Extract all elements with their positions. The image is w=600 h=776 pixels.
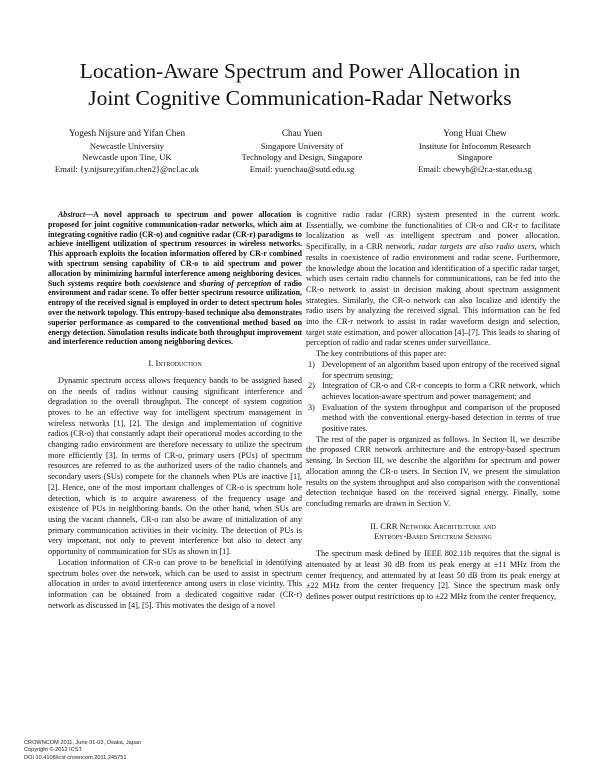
contribution-item	[308, 402, 560, 435]
author-i2r	[390, 128, 560, 175]
author-location: Singapore	[457, 152, 493, 162]
author-sutd	[213, 128, 391, 175]
author-affiliation: Newcastle University	[89, 140, 165, 151]
contribution-item	[308, 359, 560, 381]
author-affiliation: Singapore University of	[260, 140, 344, 151]
abstract	[48, 210, 302, 347]
author-name: Yong Huat Chew	[443, 128, 507, 138]
author-affiliation: Institute for Infocomm Research	[419, 140, 531, 151]
author-name: Yogesh Nijsure and Yifan Chen	[68, 128, 186, 138]
intro-continuation	[306, 210, 560, 349]
section-heading-line-2: Entropy-Based Spectrum Sensing	[374, 531, 492, 542]
author-email: Email: yuenchau@sutd.edu.sg	[249, 163, 355, 174]
intro-continuation-text-2: , which results in coexistence of radio environment and radar scene. Furthermore, the knowledge about the location and identification of a specific radar target, which uses certain radio channels for communications, can be fed into the CR-o network to assist in decision making about spectrum assignment strategies. Similarly, the CR-o network can also localize and identify the radio users by analyzing the received signal. This information can be fed into the CR-r network to assist in radar waveform design and selection, target state estimation, and power allocation [4]–[7]. This leads to sharing of perception of radio and radar scenes under surveillance.	[306, 242, 560, 348]
footer-doi: DOI 10.4108/icst.crowncom.2011.245751	[24, 754, 127, 761]
contributions-intro: The key contributions of this paper are:	[316, 349, 447, 359]
intro-paragraph: Dynamic spectrum access allows frequency bands to be assigned based on the needs of radios without causing significant interference and degradation to the overall throughput. The concept of system cognition proves to be an effective way for intelligent spectrum management in wireless networks [1], [2]. The design and implementation of cognitive radios (CR-o) that constantly adapt their operational modes according to the changing radio environment are therefore necessary to utilize the spectrum more efficiently [3]. In terms of CR-o, primary users (PUs) of spectrum resources are referred to as the authorized users of the radio channels and secondary users (SUs) compete for the channels when PUs are inactive [1], [2]. Hence, one of the most important challenges of CR-o is spectrum hole detection, which is to acquire awareness of the frequency usage and existence of PUs in neighboring bands. On the other hand, when SUs are using the vacant channels, CR-o can also be aware of initialization of any primary communication activities in their vicinity. The detection of PUs is very important, not only to prevent interference but also to detect any opportunity of communication for SUs as shown in [1].	[48, 375, 302, 557]
left-column	[48, 210, 302, 611]
abstract-text-3: of radio environment and radar scene. To offer better spectrum resource utilization, entropy of the received signal is employed in order to detect spectrum holes over the network topology. This entropy-based technique also demonstrates superior performance as compared to the conventional method based on energy detection. Simulation results indicate both throughput improvement and interference reduction among neighboring devices.	[48, 278, 302, 347]
intro-continuation-emphasis: radar targets are also radio users	[418, 242, 535, 252]
contribution-number: 2)	[308, 381, 315, 391]
contribution-number: 1)	[308, 359, 315, 369]
author-email: Email: {y.nijsure;yifan.chen2}@ncl.ac.uk	[54, 163, 200, 174]
contribution-item	[308, 381, 560, 402]
intro-continuation-text: cognitive radio radar (CRR) system presented in the current work. Essentially, we combine the functionalities of CR-o and CR-r to facilitate localization as well as intelligent spectrum and power allocation. Specifically, in a CRR network,	[306, 210, 560, 252]
section-heading-line-1: II. CRR Network Architecture and	[370, 520, 496, 531]
contributions-list	[306, 360, 560, 435]
section-heading-introduction: I. Introduction	[148, 358, 202, 369]
paper-title	[0, 58, 600, 112]
abstract-lead: Abstract	[58, 210, 86, 219]
architecture-paragraph: The spectrum mask defined by IEEE 802.11b requires that the signal is attenuated by at least 30 dB from its peak energy at ±11 MHz from the center frequency, and attenuated by at least 50 dB from its peak energy at ±22 MHz from the center frequency [2]. Since the spectrum mask only defines power output restrictions up to ±22 MHz from the center frequency,	[306, 549, 560, 601]
author-location: Technology and Design, Singapore	[241, 152, 363, 162]
abstract-emphasis-1: coexistence	[143, 278, 181, 288]
contribution-number: 3)	[308, 402, 315, 412]
author-name: Chau Yuen	[281, 128, 323, 138]
author-email: Email: chewyh@i2r.a-star.edu.sg	[418, 163, 532, 174]
footer-copyright: Copyright © 2012 ICST	[24, 747, 82, 754]
organization-paragraph: The rest of the paper is organized as follows. In Section II, we describe the proposed CRR network architecture and the entropy-based spectrum sensing. In Section III, we describe the algorithm for spectrum and power allocation among the CR-o users. In Section IV, we present the simulation results on the system throughput and also comparison with the conventional detection technique based on the received signal energy. Finally, some concluding remarks are drawn in Section V.	[306, 434, 560, 508]
section-heading-architecture	[306, 521, 560, 542]
contribution-text: Development of an algorithm based upon entropy of the received signal for spectrum sensing;	[322, 359, 560, 380]
author-location: Newcastle upon Tine, UK	[82, 152, 172, 162]
contribution-text: Evaluation of the system throughput and comparison of the proposed method with the conventional energy-based detection in terms of true positive rates.	[322, 402, 560, 434]
intro-paragraph: Location information of CR-o can prove to be beneficial in identifying spectrum holes over the network, which can be used to assist in spectrum allocation in order to avoid interference among users in close vicinity. This information can be obtained from a dedicated cognitive radar (CR-r) network as discussed in [4], [5]. This motivates the design of a novel	[48, 557, 302, 610]
copyright-footer	[24, 740, 141, 762]
contribution-text: Integration of CR-o and CR-r concepts to form a CRR network, which achieves location-aware spectrum and power management; and	[322, 381, 560, 401]
footer-conference: CROWNCOM 2011, June 01-03, Osaka, Japan	[24, 740, 142, 746]
title-line-2: Joint Cognitive Communication-Radar Networks	[88, 86, 512, 110]
right-column	[306, 210, 560, 603]
abstract-text-2: and	[180, 278, 200, 288]
author-newcastle	[42, 128, 212, 175]
abstract-text-1: —A novel approach to spectrum and power allocation is proposed for joint cognitive communication-radar networks, which aim at integrating cognitive radio (CR-o) and cognitive radar (CR-r) paradigms to achieve intelligent utilization of spectrum resources in wireless networks. This approach exploits the location information offered by CR-r combined with spectrum sensing capability of CR-o to aid spectrum and power allocation by minimizing harmful interference among neighboring devices. Such systems require both	[48, 210, 302, 288]
abstract-emphasis-2: sharing of perception	[199, 278, 272, 288]
title-line-1: Location-Aware Spectrum and Power Allocation in	[79, 59, 521, 83]
